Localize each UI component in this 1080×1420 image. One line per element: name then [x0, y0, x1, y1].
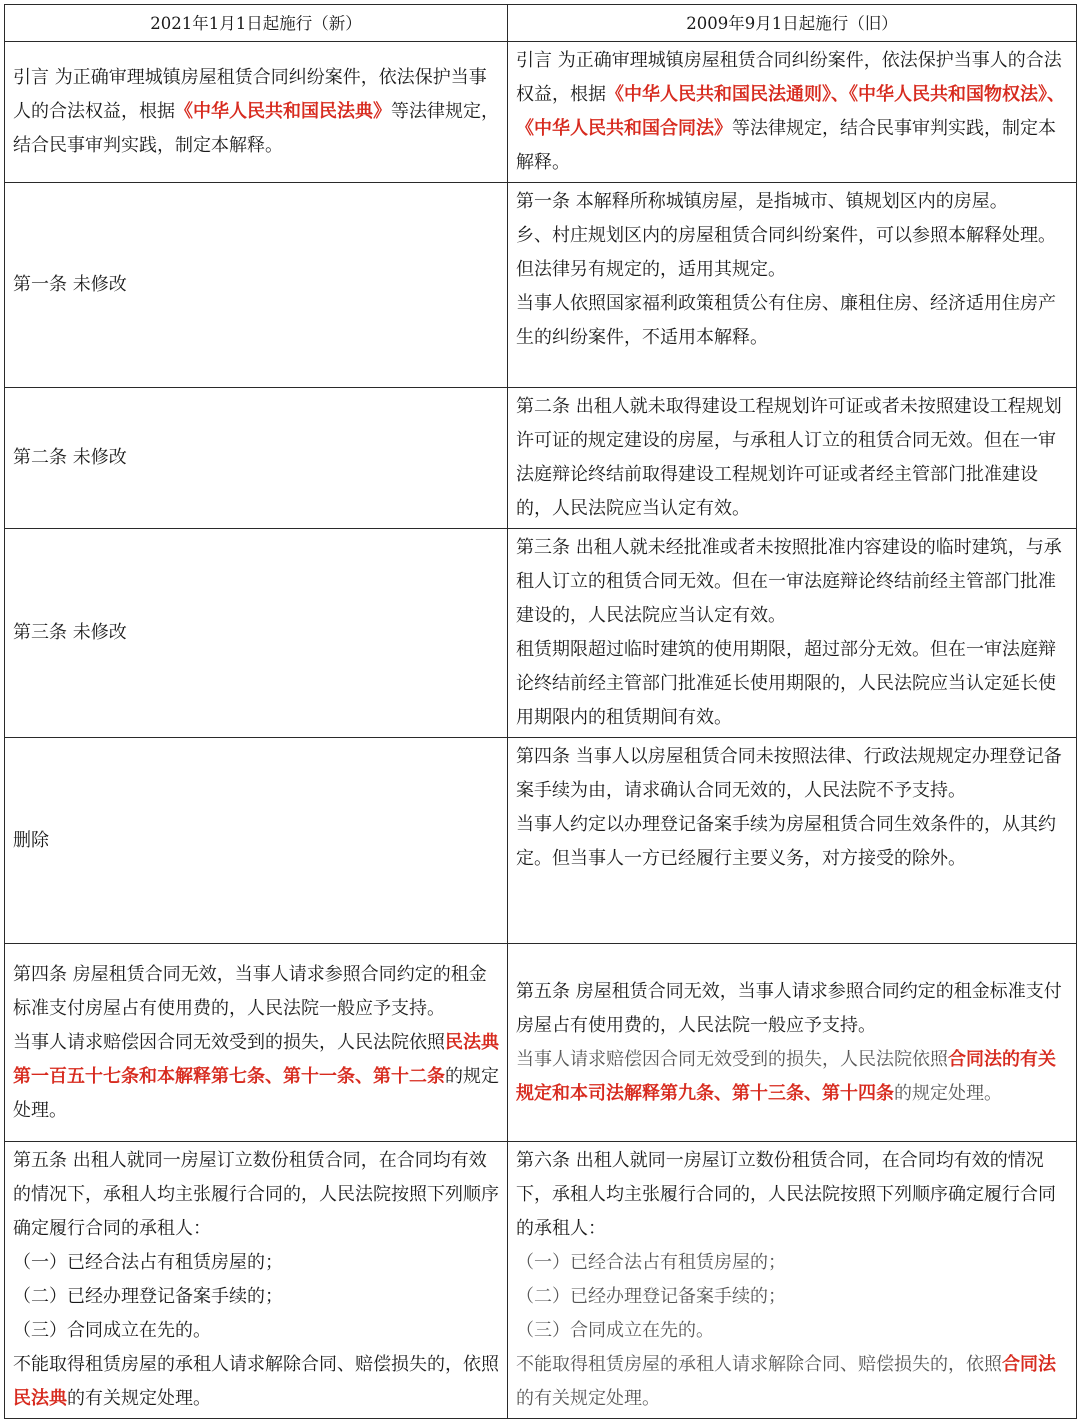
highlight-law-ref: 《中华人民共和国民法通则》、《中华人民共和国物权法》、《中华人民共和国合同法》: [516, 84, 1065, 139]
text-run: 引言 为正确审理城镇房屋租赁合同纠纷案件，依法保护当事人的合法权益，根据: [13, 67, 487, 122]
cell-art2-old: [508, 388, 1077, 529]
paragraph: 第二条 出租人就未取得建设工程规划许可证或者未按照建设工程规划许可证的规定建设的房屋，与承租人订立的租赁合同无效。但在一审法庭辩论终结前取得建设工程规划许可证或者经主管部门批准建设的，人民法院应当认定有效。: [516, 396, 1062, 519]
cell-art1-new: 第一条 未修改: [5, 183, 508, 388]
paragraph: 租赁期限超过临时建筑的使用期限，超过部分无效。但在一审法庭辩论终结前经主管部门批准延长使用期限的，人民法院应当认定延长使用期限内的租赁期间有效。: [516, 639, 1056, 728]
cell-art4-deleted-old: [508, 738, 1077, 944]
paragraph: 第四条 当事人以房屋租赁合同未按照法律、行政法规规定办理登记备案手续为由，请求确认合同无效的，人民法院不予支持。: [516, 746, 1062, 801]
cell-intro-old: [508, 42, 1077, 183]
highlight-law-ref: 《中华人民共和国民法典》: [175, 101, 391, 122]
paragraph: [516, 1348, 1068, 1416]
paragraph: 第一条 本解释所称城镇房屋，是指城市、镇规划区内的房屋。: [516, 191, 1008, 212]
cell-art1-old: [508, 183, 1077, 388]
highlight-law-ref: 合同法的有关规定和本司法解释第九条、第十三条、第十四条: [516, 1048, 1056, 1104]
highlight-law-ref: 民法典第一百五十七条和本解释第七条、第十一条、第十二条: [13, 1031, 499, 1087]
highlight-law-ref: 合同法: [1002, 1354, 1056, 1375]
cell-art4-new: [5, 944, 508, 1142]
paragraph: [516, 1043, 1068, 1111]
cell-art3-old: [508, 529, 1077, 738]
highlight-law-ref: 民法典: [13, 1388, 67, 1409]
cell-art4-deleted-new: 删除: [5, 738, 508, 944]
cell-art4-old: [508, 944, 1077, 1142]
list-item: （二）已经办理登记备案手续的；: [516, 1286, 786, 1307]
paragraph: 乡、村庄规划区内的房屋租赁合同纠纷案件，可以参照本解释处理。但法律另有规定的，适用其规定。: [516, 225, 1056, 280]
text-run: 的有关规定处理。: [516, 1388, 660, 1409]
cell-art5-old: [508, 1142, 1077, 1419]
paragraph: 第六条 出租人就同一房屋订立数份租赁合同，在合同均有效的情况下，承租人均主张履行合同的，人民法院按照下列顺序确定履行合同的承租人：: [516, 1150, 1056, 1239]
comparison-table: [4, 4, 1077, 1419]
paragraph: [13, 1348, 499, 1416]
list-item: （一）已经合法占有租赁房屋的；: [516, 1252, 786, 1273]
header-old: 2009年9月1日起施行（旧）: [508, 5, 1077, 42]
row-intro: [5, 42, 1077, 183]
text-run: 的规定处理。: [894, 1082, 1002, 1104]
intro-new-text: [13, 61, 499, 163]
header-row: [5, 5, 1077, 42]
row-art3: [5, 529, 1077, 738]
text-run: 不能取得租赁房屋的承租人请求解除合同、赔偿损失的，依照: [13, 1354, 499, 1375]
text-run: 当事人请求赔偿因合同无效受到的损失，人民法院依照: [13, 1031, 445, 1053]
list-item: （三）合同成立在先的。: [516, 1320, 714, 1341]
row-art2: [5, 388, 1077, 529]
paragraph: 当事人依照国家福利政策租赁公有住房、廉租住房、经济适用住房产生的纠纷案件，不适用本解释。: [516, 293, 1056, 348]
text-run: 引言 为正确审理城镇房屋租赁合同纠纷案件，依法保护当事人的合法权益，根据: [516, 50, 1062, 105]
text-run: 当事人请求赔偿因合同无效受到的损失，人民法院依照: [516, 1048, 948, 1070]
intro-old-text: [516, 44, 1068, 180]
row-art4-new: [5, 944, 1077, 1142]
cell-intro-new: [5, 42, 508, 183]
text-run: 等法律规定，结合民事审判实践，制定本解释。: [516, 118, 1056, 173]
cell-art5-new: [5, 1142, 508, 1419]
row-art4-deleted: [5, 738, 1077, 944]
list-item: （一）已经合法占有租赁房屋的；: [13, 1252, 283, 1273]
text-run: 等法律规定，结合民事审判实践，制定本解释。: [13, 101, 499, 156]
paragraph: 第五条 出租人就同一房屋订立数份租赁合同，在合同均有效的情况下，承租人均主张履行合同的，人民法院按照下列顺序确定履行合同的承租人：: [13, 1150, 499, 1239]
text-run: 不能取得租赁房屋的承租人请求解除合同、赔偿损失的，依照: [516, 1354, 1002, 1375]
paragraph: 当事人约定以办理登记备案手续为房屋租赁合同生效条件的，从其约定。但当事人一方已经履行主要义务，对方接受的除外。: [516, 814, 1056, 869]
row-art1: [5, 183, 1077, 388]
paragraph: 第五条 房屋租赁合同无效，当事人请求参照合同约定的租金标准支付房屋占有使用费的，人民法院一般应予支持。: [516, 980, 1062, 1036]
text-run: 的规定处理。: [13, 1065, 499, 1121]
paragraph: 第四条 房屋租赁合同无效，当事人请求参照合同约定的租金标准支付房屋占有使用费的，人民法院一般应予支持。: [13, 963, 487, 1019]
cell-art2-new: 第二条 未修改: [5, 388, 508, 529]
list-item: （三）合同成立在先的。: [13, 1320, 211, 1341]
header-new: 2021年1月1日起施行（新）: [5, 5, 508, 42]
paragraph: 第三条 出租人就未经批准或者未按照批准内容建设的临时建筑，与承租人订立的租赁合同无效。但在一审法庭辩论终结前经主管部门批准建设的，人民法院应当认定有效。: [516, 537, 1062, 626]
text-run: 的有关规定处理。: [67, 1388, 211, 1409]
paragraph: [13, 1026, 499, 1128]
cell-art3-new: 第三条 未修改: [5, 529, 508, 738]
list-item: （二）已经办理登记备案手续的；: [13, 1286, 283, 1307]
row-art5-new: [5, 1142, 1077, 1419]
